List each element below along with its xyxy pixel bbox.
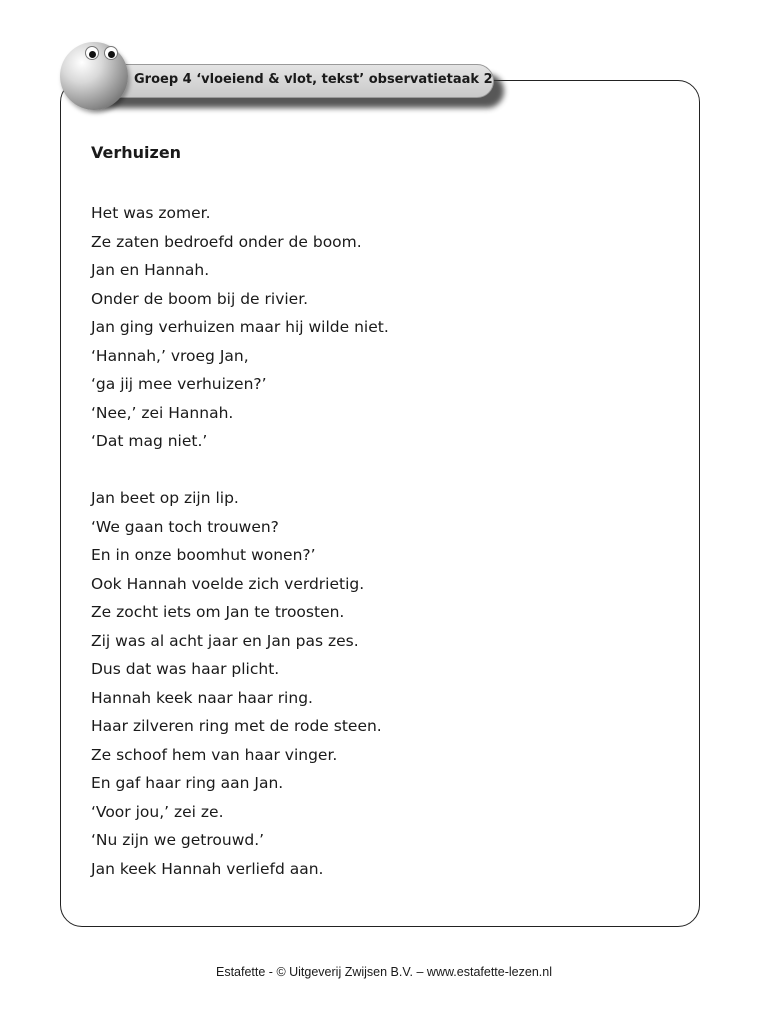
story-line: Jan keek Hannah verliefd aan. bbox=[91, 859, 324, 878]
story-line: ‘Hannah,’ vroeg Jan, bbox=[91, 346, 249, 365]
story-line: ‘Dat mag niet.’ bbox=[91, 432, 208, 450]
story-line: Jan beet op zijn lip. bbox=[91, 489, 239, 507]
story-line: Onder de boom bij de rivier. bbox=[91, 289, 309, 308]
story-line: ‘Nee,’ zei Hannah. bbox=[91, 403, 234, 422]
right-eye-icon bbox=[104, 46, 118, 60]
stanza-1 bbox=[91, 199, 671, 456]
story-line: ‘ga jij mee verhuizen?’ bbox=[91, 375, 267, 393]
story-title: Verhuizen bbox=[91, 143, 182, 162]
story-line: En gaf haar ring aan Jan. bbox=[91, 774, 284, 792]
footer-copyright: Estafette - © Uitgeverij Zwijsen B.V. – www.estafette-lezen.nl bbox=[216, 965, 552, 979]
story-line: Het was zomer. bbox=[91, 204, 211, 222]
left-eye-icon bbox=[85, 46, 99, 60]
story-line: ‘Voor jou,’ zei ze. bbox=[91, 802, 224, 821]
story-line: Ze zocht iets om Jan te troosten. bbox=[91, 603, 345, 621]
story-line: Zij was al acht jaar en Jan pas zes. bbox=[91, 631, 359, 650]
story-line: Haar zilveren ring met de rode steen. bbox=[91, 717, 382, 735]
story-line: Jan ging verhuizen maar hij wilde niet. bbox=[91, 318, 389, 336]
story-line: ‘Nu zijn we getrouwd.’ bbox=[91, 831, 265, 849]
story-line: Ook Hannah voelde zich verdrietig. bbox=[91, 574, 365, 593]
story-text bbox=[91, 199, 671, 912]
story-line: ‘We gaan toch trouwen? bbox=[91, 517, 279, 536]
stanza-2 bbox=[91, 484, 671, 883]
story-line: Hannah keek naar haar ring. bbox=[91, 688, 313, 707]
story-line: Ze zaten bedroefd onder de boom. bbox=[91, 232, 362, 251]
story-line: Ze schoof hem van haar vinger. bbox=[91, 745, 338, 764]
story-line: En in onze boomhut wonen?’ bbox=[91, 546, 316, 564]
header-title: Groep 4 ‘vloeiend & vlot, tekst’ observatietaak 2 bbox=[134, 72, 493, 87]
story-line: Dus dat was haar plicht. bbox=[91, 660, 280, 678]
story-line: Jan en Hannah. bbox=[91, 261, 210, 279]
